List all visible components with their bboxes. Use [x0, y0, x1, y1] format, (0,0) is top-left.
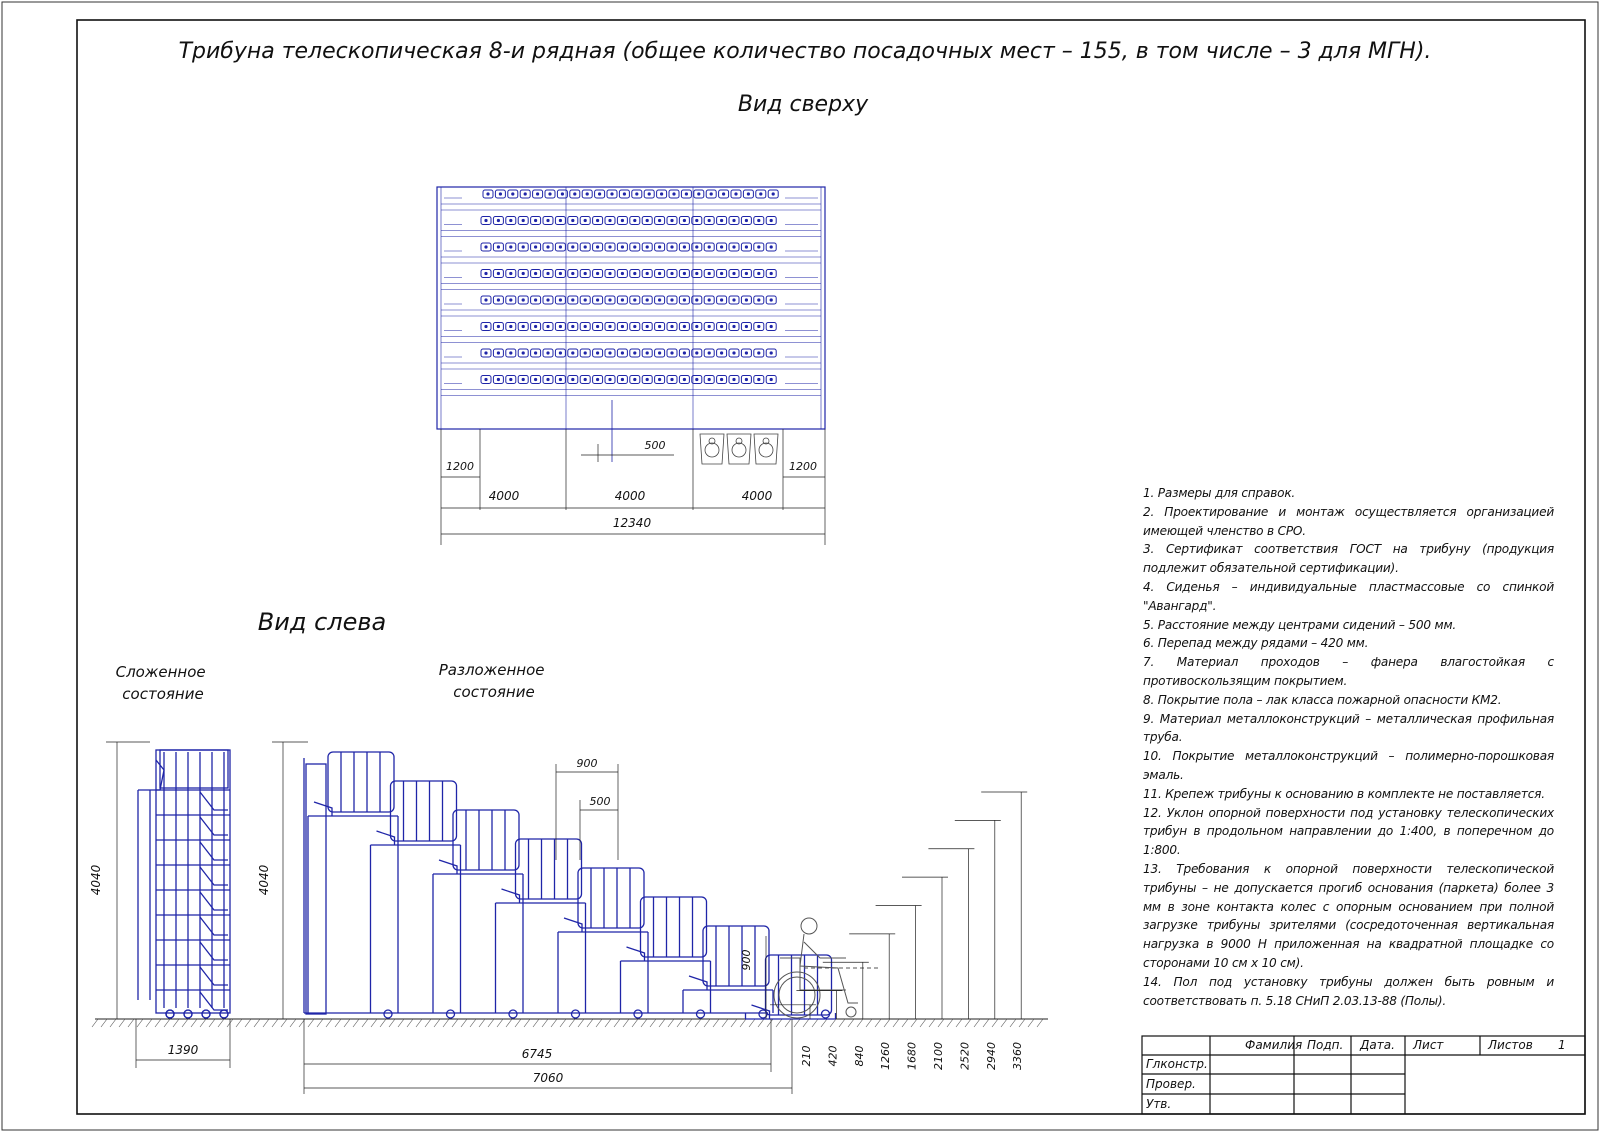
- note-6: 6. Перепад между рядами – 420 мм.: [1143, 636, 1369, 651]
- seat-depth-label: 500: [589, 795, 611, 808]
- note-11: 11. Крепеж трибуны к основанию в комплекте не поставляется.: [1143, 786, 1545, 801]
- row-depth-label: 900: [576, 757, 598, 770]
- tb-header-sheets: Листов: [1488, 1038, 1533, 1052]
- note-10: 10. Покрытие металлоконструкций – полимерно-порошковая эмаль.: [1143, 749, 1554, 782]
- tb-row-checked: Провер.: [1146, 1077, 1196, 1091]
- unfolded-height-label: 4040: [257, 864, 271, 896]
- drawing-title: Трибуна телескопическая 8-и рядная (общее количество посадочных мест – 155, в том числе – 3 для МГН).: [178, 39, 1432, 64]
- height-label: 2520: [958, 1042, 972, 1070]
- dim-overall-label: 12340: [612, 516, 652, 530]
- note-14: 14. Пол под установку трибуны должен быть ровным и соответствовать п. 5.18 СНиП 2.03.13-88 (Полы).: [1143, 974, 1554, 1008]
- folded-depth-label: 1390: [167, 1043, 199, 1057]
- folded-label-line1: Сложенное: [115, 663, 206, 681]
- note-4: 4. Сиденья – индивидуальные пластмассовые со спинкой "Авангард".: [1143, 579, 1554, 613]
- height-label: 2100: [932, 1042, 945, 1070]
- overall-depth-label: 7060: [532, 1071, 564, 1085]
- height-label: 210: [800, 1045, 813, 1067]
- dim-seat-pitch-label: 500: [644, 439, 666, 452]
- height-label: 1260: [879, 1042, 893, 1070]
- note-9: 9. Материал металлоконструкций – металлическая профильная труба.: [1143, 711, 1554, 745]
- tb-header-sign: Подп.: [1307, 1038, 1344, 1052]
- note-5: 5. Расстояние между центрами сидений – 500 мм.: [1143, 617, 1457, 632]
- tb-sheets-count: 1: [1558, 1038, 1566, 1052]
- tb-row-chief: Глконстр.: [1146, 1057, 1208, 1071]
- tb-header-date: Дата.: [1360, 1038, 1395, 1052]
- height-label: 1680: [905, 1042, 919, 1070]
- dim-section-3-label: 4000: [741, 489, 773, 503]
- note-3: 3. Сертификат соответствия ГОСТ на трибуну (продукция подлежит обязательной сертификации).: [1143, 542, 1554, 576]
- note-8: 8. Покрытие пола – лак класса пожарной опасности КМ2.: [1143, 692, 1502, 707]
- tb-header-sheet: Лист: [1413, 1038, 1444, 1052]
- top-view-caption: Вид сверху: [737, 92, 869, 117]
- note-2: 2. Проектирование и монтаж осуществляется организацией имеющей членство в СРО.: [1143, 504, 1554, 538]
- unfolded-depth-label: 6745: [521, 1047, 553, 1061]
- tb-row-approved: Утв.: [1146, 1097, 1172, 1111]
- height-label: 420: [826, 1045, 840, 1067]
- note-1: 1. Размеры для справок.: [1143, 486, 1296, 500]
- dim-aisle-right-label: 1200: [789, 460, 817, 473]
- height-label: 2940: [984, 1042, 998, 1070]
- height-label: 840: [852, 1045, 866, 1067]
- wheelchair-height-label: 900: [740, 949, 753, 971]
- unfolded-label-line1: Разложенное: [438, 661, 545, 679]
- side-view-caption: Вид слева: [257, 608, 387, 636]
- dim-section-1-label: 4000: [488, 489, 520, 503]
- dim-aisle-left-label: 1200: [446, 460, 474, 473]
- height-label: 3360: [1011, 1042, 1025, 1070]
- note-13: 13. Требования к опорной поверхности телескопической трибуны – не допускается прогиб основания (паркета) более 3 мм в зоне контакта колес с опорным основанием при полной загрузке трибуны зрителями (сосредоточенная вертикальная нагрузка в 9000 Н приложенная на квадратной площадке со сторонами 10 см х 10 см).: [1143, 861, 1554, 970]
- note-12: 12. Уклон опорной поверхности под установку телескопических трибун в продольном направлении до 1:400, в поперечном до 1:800.: [1143, 805, 1554, 858]
- unfolded-label-line2: состояние: [453, 683, 535, 701]
- note-7: 7. Материал проходов – фанера влагостойкая с противоскользящим покрытием.: [1143, 655, 1554, 688]
- folded-label-line2: состояние: [122, 685, 204, 703]
- folded-height-label: 4040: [89, 864, 103, 896]
- dim-section-2-label: 4000: [614, 489, 646, 503]
- tb-header-surname: Фамилия: [1245, 1038, 1303, 1052]
